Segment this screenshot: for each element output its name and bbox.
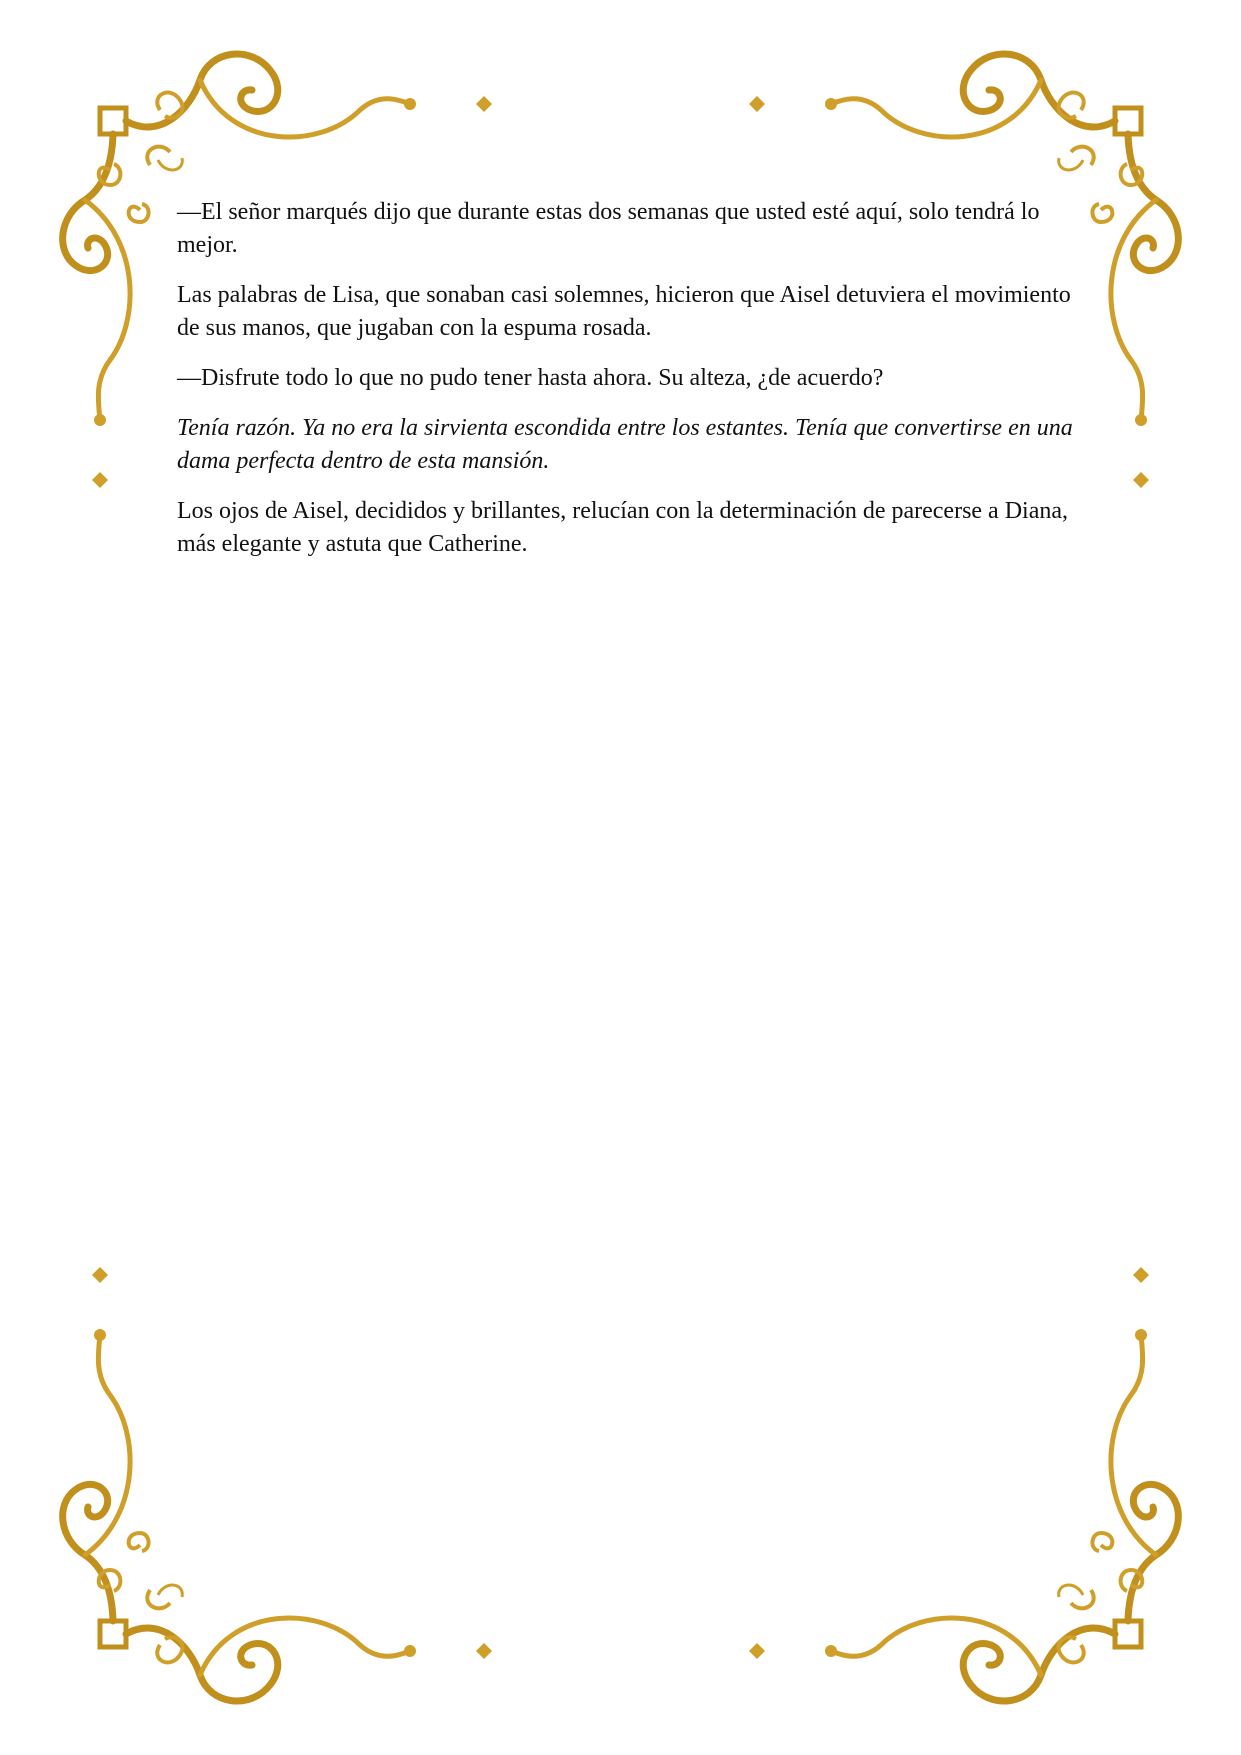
document-body bbox=[177, 196, 1077, 578]
paragraph-5: Los ojos de Aisel, decididos y brillantes, relucían con la determinación de parecerse a Diana, más elegante y astuta que Catherine. bbox=[177, 498, 1069, 557]
paragraph-4-italic: Tenía razón. Ya no era la sirvienta escondida entre los estantes. Tenía que convertirse en una dama perfecta dentro de esta mansión. bbox=[177, 415, 1073, 474]
paragraph-3: —Disfrute todo lo que no pudo tener hasta ahora. Su alteza, ¿de acuerdo? bbox=[177, 365, 884, 391]
paragraph-1: —El señor marqués dijo que durante estas dos semanas que usted esté aquí, solo tendrá lo mejor. bbox=[177, 199, 1040, 258]
paragraph-2: Las palabras de Lisa, que sonaban casi solemnes, hicieron que Aisel detuviera el movimiento de sus manos, que jugaban con la espuma rosada. bbox=[177, 282, 1071, 341]
